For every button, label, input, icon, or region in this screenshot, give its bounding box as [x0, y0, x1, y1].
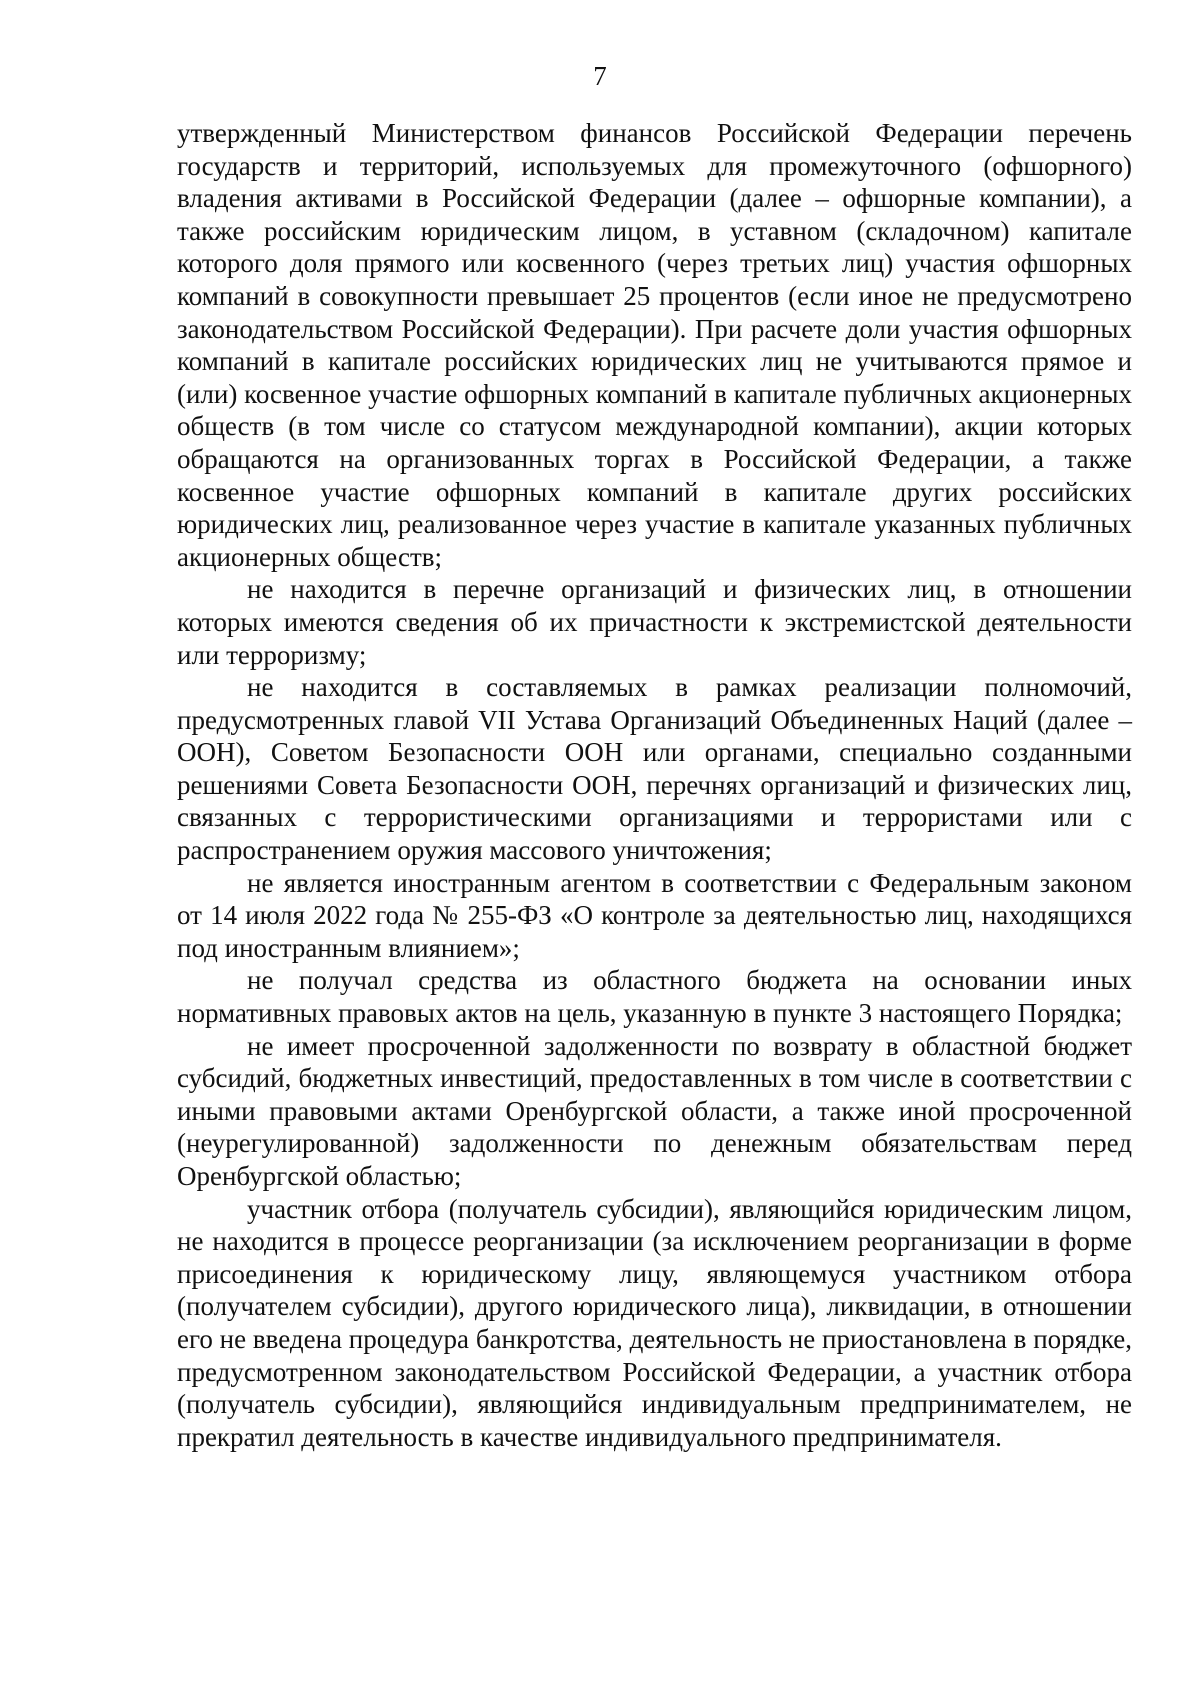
page-number: 7: [593, 61, 607, 91]
paragraph-other-funding: не получал средства из областного бюджета на основании иных нормативных правовых актов на цель, указанную в пункте 3 настоящего Порядка;: [177, 965, 1132, 1029]
paragraph-reorganization: участник отбора (получатель субсидии), являющийся юридическим лицом, не находится в процессе реорганизации (за исключением реорганизации в форме присоединения к юридическому лицу, являющемуся участником отбора (получателем субсидии), другого юридического лица), ликвидации, в отношении его не введена процедура банкротства, деятельность не приостановлена в порядке, предусмотренном законодательством Российской Федерации, а участник отбора (получатель субсидии), являющийся индивидуальным предпринимателем, не прекратил деятельность в качестве индивидуального предпринимателя.: [177, 1193, 1132, 1452]
paragraph-foreign-agent: не является иностранным агентом в соответствии с Федеральным законом от 14 июля 2022 года № 255-ФЗ «О контроле за деятельностью лиц, находящихся под иностранным влиянием»;: [177, 867, 1132, 963]
paragraph-offshore-continuation: утвержденный Министерством финансов Российской Федерации перечень государств и территорий, используемых для промежуточного (офшорного) владения активами в Российской Федерации (далее – офшорные компании), а также российским юридическим лицом, в уставном (складочном) капитале которого доля прямого или косвенного (через третьих лиц) участия офшорных компаний в совокупности превышает 25 процентов (если иное не предусмотрено законодательством Российской Федерации). При расчете доли участия офшорных компаний в капитале российских юридических лиц не учитываются прямое и (или) косвенное участие офшорных компаний в капитале публичных акционерных обществ (в том числе со статусом международной компании), акции которых обращаются на организованных торгах в Российской Федерации, а также косвенное участие офшорных компаний в капитале других российских юридических лиц, реализованное через участие в капитале указанных публичных акционерных обществ;: [177, 118, 1132, 572]
document-body: [177, 117, 1132, 1453]
paragraph-un-sanctions: не находится в составляемых в рамках реализации полномочий, предусмотренных главой VII Устава Организаций Объединенных Наций (далее – ООН), Советом Безопасности ООН или органами, специально созданными решениями Совета Безопасности ООН, перечнях организаций и физических лиц, связанных с террористическими организациями и террористами или с распространением оружия массового уничтожения;: [177, 672, 1132, 866]
paragraph-extremism-list: не находится в перечне организаций и физических лиц, в отношении которых имеются сведения об их причастности к экстремистской деятельности или терроризму;: [177, 574, 1132, 670]
paragraph-overdue-debt: не имеет просроченной задолженности по возврату в областной бюджет субсидий, бюджетных инвестиций, предоставленных в том числе в соответствии с иными правовыми актами Оренбургской области, а также иной просроченной (неурегулированной) задолженности по денежным обязательствам перед Оренбургской областью;: [177, 1030, 1132, 1191]
